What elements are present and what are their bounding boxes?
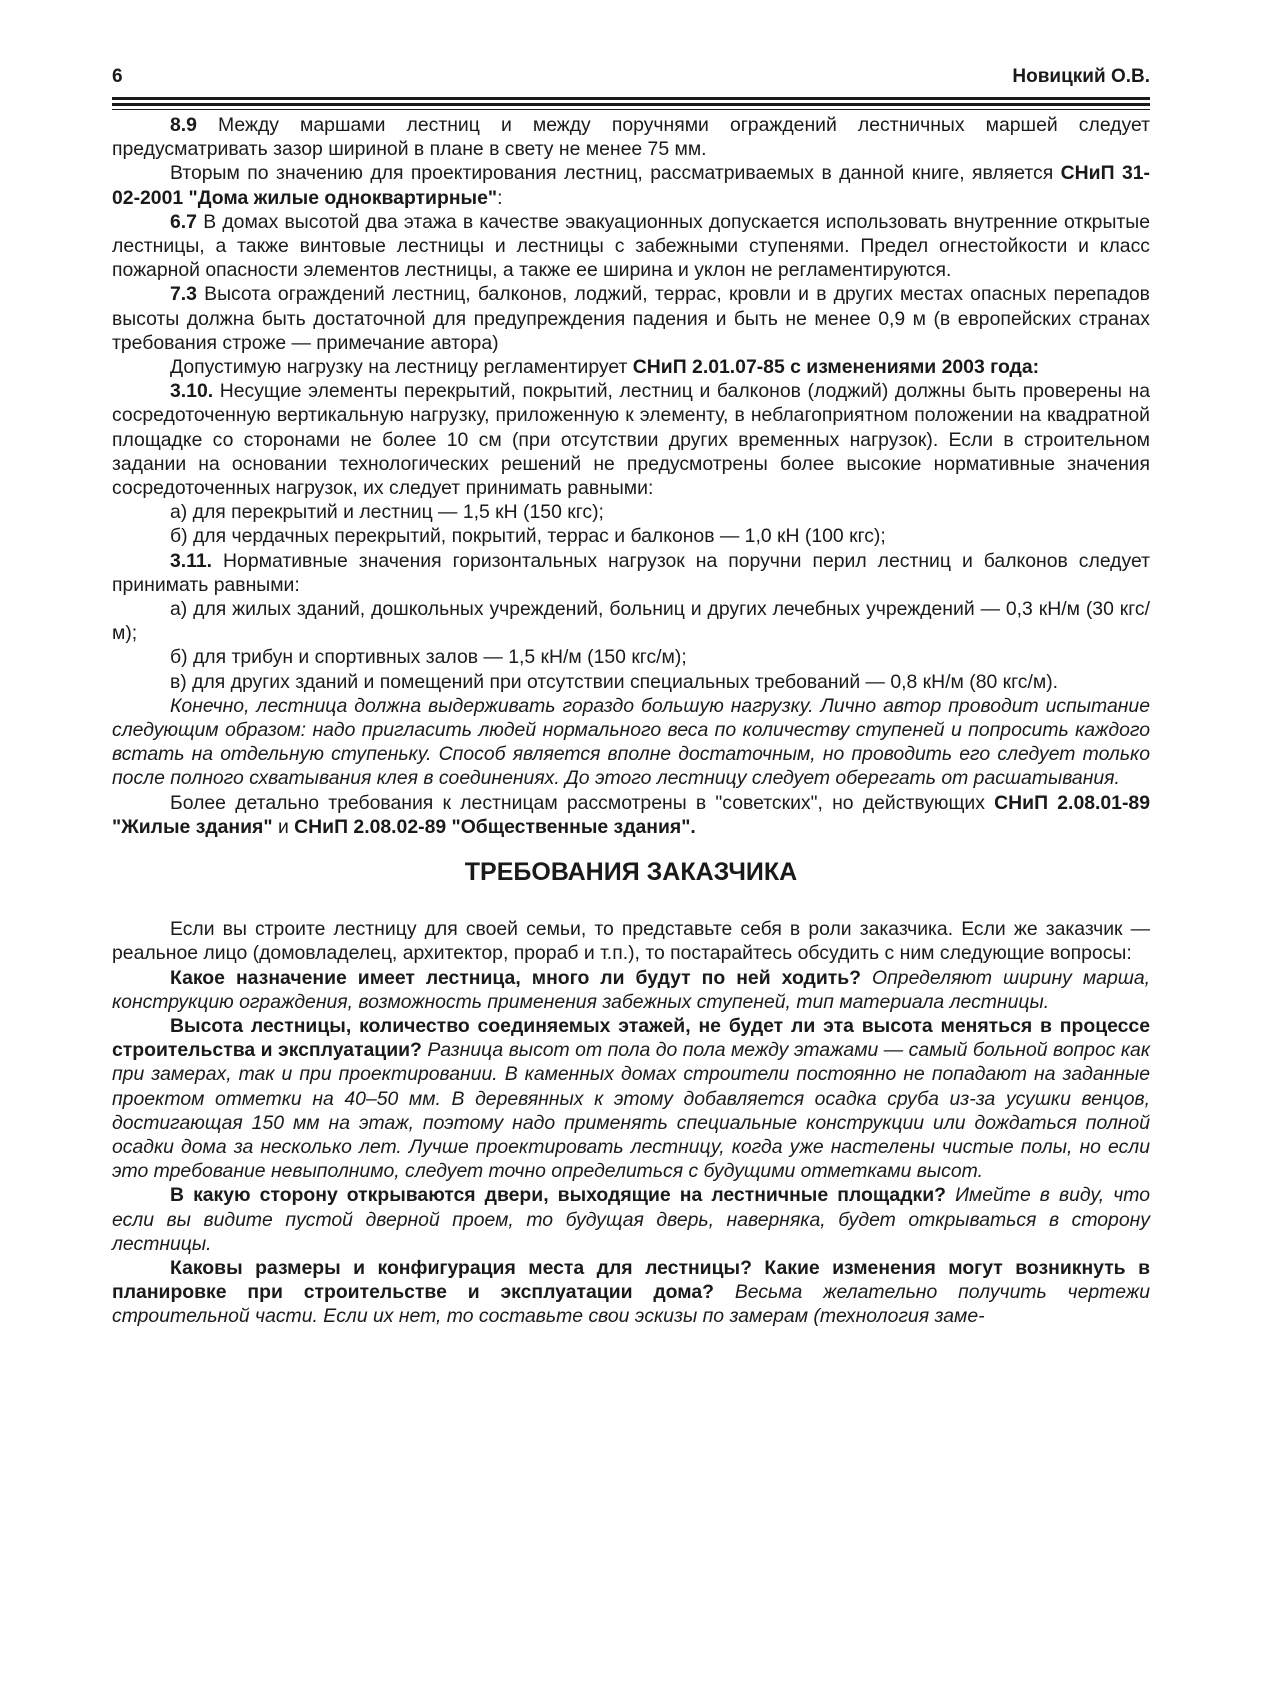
answer-text: Имейте в виду, что если вы видите пустой дверной проем, то будущая дверь, наверняка, будет открываться в сторону лестницы.	[112, 1184, 1150, 1255]
question-paragraph	[112, 1014, 1150, 1183]
paragraph	[112, 791, 1150, 839]
clause-number: 6.7	[170, 210, 197, 233]
header-rule	[112, 109, 1150, 110]
body-text	[112, 113, 1150, 1329]
paragraph-text: Между маршами лестниц и между поручнями ограждений лестничных маршей следует предусматривать зазор шириной в плане в свету не менее 75 мм.	[112, 114, 1150, 161]
answer-text: Весьма желательно получить чертежи строительной части. Если их нет, то составьте свои эскизы по замерам (технология заме-	[112, 1281, 1150, 1328]
header-rule	[112, 103, 1150, 106]
paragraph-text: Вторым по значению для проектирования лестниц, рассматриваемых в данной книге, является	[170, 162, 1061, 185]
paragraph	[112, 210, 1150, 283]
paragraph	[112, 549, 1150, 597]
paragraph-text: и	[272, 815, 295, 838]
paragraph-text: Высота ограждений лестниц, балконов, лоджий, террас, кровли и в других местах опасных перепадов высоты должна быть достаточной для предупреждения падения и быть не менее 0,9 м (в европейских странах требования строже — примечание автора)	[112, 283, 1150, 354]
page-number: 6	[112, 66, 123, 87]
header-rule	[112, 97, 1150, 100]
paragraph	[112, 113, 1150, 161]
question-text: Высота лестницы, количество соединяемых этажей, не будет ли эта высота меняться в процессе строительства и эксплуатации?	[112, 1014, 1150, 1062]
paragraph	[112, 161, 1150, 209]
paragraph-text: В домах высотой два этажа в качестве эвакуационных допускается использовать внутренние открытые лестницы, а также винтовые лестницы и лестницы с забежными ступенями. Предел огнестойкости и класс пожарной опасности элементов лестницы, а также ее ширина и уклон не регламентируются.	[112, 210, 1150, 282]
question-text: Каковы размеры и конфигурация места для лестницы? Какие изменения могут возникнуть в планировке при строительстве и эксплуатации дома?	[112, 1256, 1150, 1304]
question-paragraph	[112, 1256, 1150, 1329]
question-paragraph	[112, 1183, 1150, 1256]
author-note	[112, 694, 1150, 791]
standard-reference: СНиП 31-02-2001 "Дома жилые одноквартирные"	[112, 162, 1151, 209]
list-item: в) для других зданий и помещений при отсутствии специальных требований — 0,8 кН/м (80 кгс/м).	[170, 670, 1059, 693]
paragraph-text: Нормативные значения горизонтальных нагрузок на поручни перил лестниц и балконов следует принимать равными:	[112, 549, 1150, 596]
clause-number: 3.11.	[170, 549, 213, 572]
paragraph	[112, 282, 1150, 355]
page-header	[112, 66, 1150, 96]
answer-text: Разница высот от пола до пола между этажами — самый больной вопрос как при замерах, так и при проектировании. В каменных домах строители постоянно не попадают на заданные проектом отметки на 40–50 мм. В деревянных к этому добавляется осадка сруба из-за усушки венцов, достигающая 150 мм на этаж, поэтому надо применять специальные конструкции или дождаться полной осадки дома за несколько лет. Лучше проектировать лестницу, когда уже настелены чистые полы, но если это требование невыполнимо, следует точно определиться с будущими отметками высот.	[112, 1039, 1150, 1183]
clause-number: 8.9	[170, 114, 197, 136]
list-item: б) для трибун и спортивных залов — 1,5 кН/м (150 кгс/м);	[170, 646, 687, 669]
list-item: а) для жилых зданий, дошкольных учреждений, больниц и других лечебных учреждений — 0,3 кН/м (30 кгс/м);	[112, 598, 1150, 645]
italic-text: Конечно, лестница должна выдерживать гораздо большую нагрузку. Лично автор проводит испытание следующим образом: надо пригласить людей нормального веса по количеству ступеней и попросить каждого встать на отдельную ступеньку. Способ является вполне достаточным, но проводить его следует только после полного схватывания клея в соединениях. До этого лестницу следует оберегать от расшатывания.	[112, 694, 1150, 790]
paragraph	[112, 379, 1150, 500]
paragraph-text: :	[497, 186, 503, 209]
list-item: а) для перекрытий и лестниц — 1,5 кН (150 кгс);	[170, 501, 604, 524]
list-item: б) для чердачных перекрытий, покрытий, террас и балконов — 1,0 кН (100 кгс);	[170, 525, 886, 548]
question-text: В какую сторону открываются двери, выходящие на лестничные площадки?	[170, 1184, 946, 1207]
question-text: Какое назначение имеет лестница, много ли будут по ней ходить?	[170, 966, 862, 989]
clause-number: 3.10.	[170, 380, 214, 403]
paragraph-text: Более детально требования к лестницам рассмотрены в "советских", но действующих	[170, 791, 995, 814]
running-head-author: Новицкий О.В.	[1012, 66, 1150, 87]
standard-reference: СНиП 2.08.01-89 "Жилые здания"	[112, 791, 1150, 838]
answer-text: Определяют ширину марша, конструкцию ограждения, возможность применения забежных ступеней, тип материала лестницы.	[112, 966, 1150, 1013]
section-heading: ТРЕБОВАНИЯ ЗАКАЗЧИКА	[464, 858, 798, 887]
clause-number: 7.3	[170, 283, 197, 306]
paragraph-text: Допустимую нагрузку на лестницу регламентирует	[170, 356, 633, 379]
paragraph	[112, 355, 1150, 379]
paragraph: Если вы строите лестницу для своей семьи, то представьте себя в роли заказчика. Если же заказчик — реальное лицо (домовладелец, архитектор, прораб и т.п.), то постарайтесь обсудить с ним следующие вопросы:	[112, 918, 1150, 965]
standard-reference: СНиП 2.01.07-85 с изменениями 2003 года:	[632, 356, 1040, 379]
standard-reference: СНиП 2.08.02-89 "Общественные здания".	[294, 815, 696, 838]
paragraph-text: Несущие элементы перекрытий, покрытий, лестниц и балконов (лоджий) должны быть проверены на сосредоточенную вертикальную нагрузку, приложенную к элементу, в неблагоприятном положении на квадратной площадке со сторонами не более 10 см (при отсутствии других временных нагрузок). Если в строительном задании на основании технологических решений не предусмотрены более высокие нормативные значения сосредоточенных нагрузок, их следует принимать равными:	[112, 380, 1150, 500]
question-paragraph	[112, 966, 1150, 1014]
